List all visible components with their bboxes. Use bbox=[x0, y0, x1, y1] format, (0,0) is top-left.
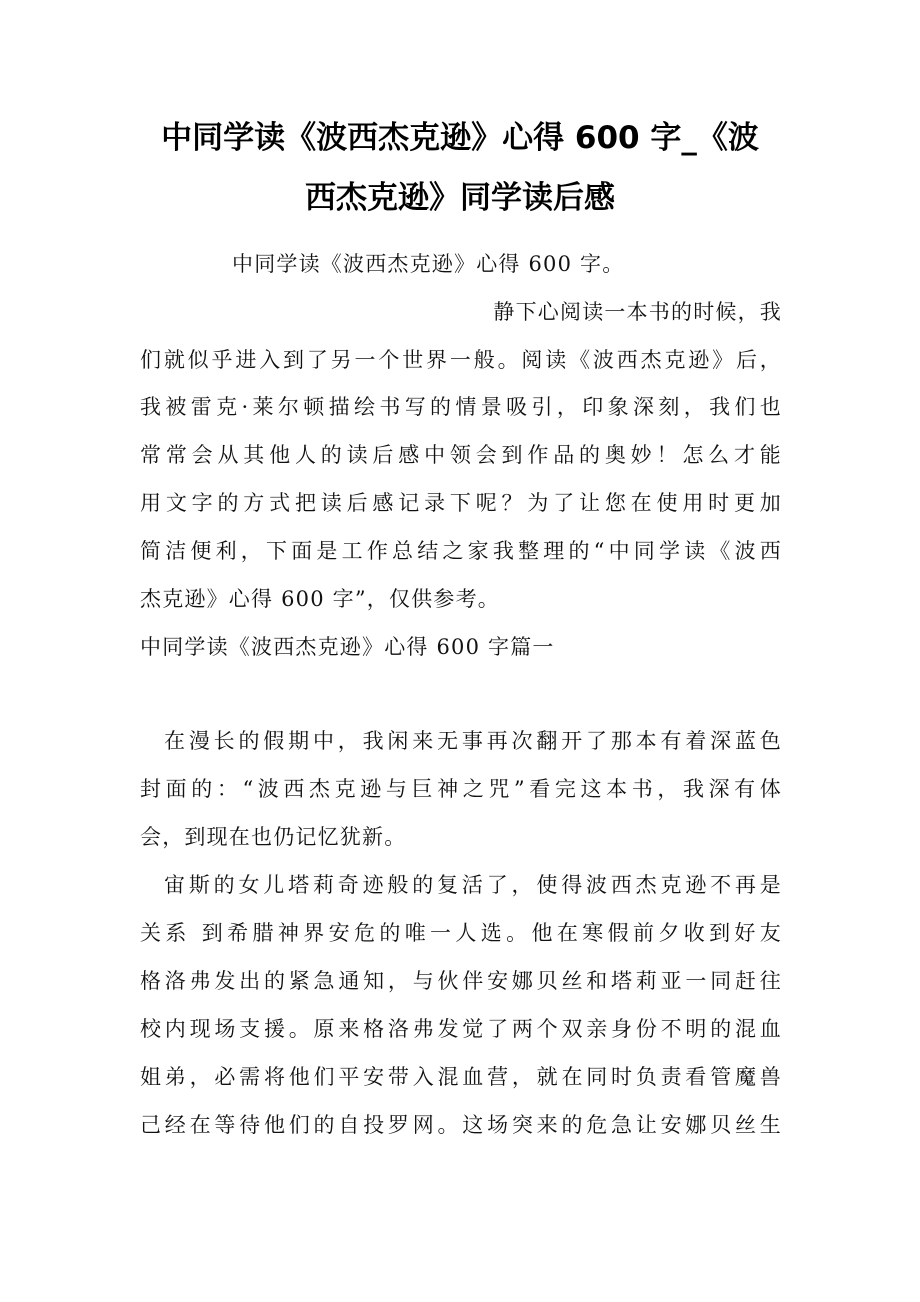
body-line-7: 校内现场支援。原来格洛弗发觉了两个双亲身份不明的混血 bbox=[140, 1017, 782, 1041]
body-line-4: 宙斯的女儿塔莉奇迹般的复活了，使得波西杰克逊不再是 bbox=[164, 873, 782, 897]
body-line-5: 关系 到希腊神界安危的唯一人选。他在寒假前夕收到好友 bbox=[140, 921, 782, 945]
body-line-9: 己经在等待他们的自投罗网。这场突来的危急让安娜贝丝生 bbox=[140, 1113, 782, 1137]
document-title-line-2: 西杰克逊》同学读后感 bbox=[305, 180, 615, 216]
section-heading: 中同学读《波西杰克逊》心得 600 字篇一 bbox=[140, 635, 555, 659]
body-line-8: 姐弟，必需将他们平安带入混血营，就在同时负责看管魔兽 bbox=[140, 1065, 782, 1089]
body-line-1: 在漫长的假期中，我闲来无事再次翻开了那本有着深蓝色 bbox=[164, 729, 782, 753]
document-subtitle: 中同学读《波西杰克逊》心得 600 字。 bbox=[232, 252, 625, 276]
intro-line-2: 们就似乎进入到了另一个世界一般。阅读《波西杰克逊》后， bbox=[140, 348, 782, 372]
body-line-6: 格洛弗发出的紧急通知，与伙伴安娜贝丝和塔莉亚一同赶往 bbox=[140, 969, 782, 993]
intro-line-5: 用文字的方式把读后感记录下呢？为了让您在使用时更加 bbox=[140, 491, 782, 515]
intro-line-1: 静下心阅读一本书的时候，我 bbox=[493, 300, 782, 324]
intro-line-4: 常常会从其他人的读后感中领会到作品的奥妙！怎么才能 bbox=[140, 443, 782, 467]
intro-line-6: 简洁便利，下面是工作总结之家我整理的“中同学读《波西 bbox=[140, 539, 782, 563]
intro-line-7: 杰克逊》心得 600 字”，仅供参考。 bbox=[140, 587, 500, 611]
body-line-2: 封面的：“波西杰克逊与巨神之咒”看完这本书，我深有体 bbox=[140, 777, 782, 801]
document-title-line-1: 中同学读《波西杰克逊》心得 600 字_《波 bbox=[161, 120, 759, 156]
body-line-3: 会，到现在也仍记忆犹新。 bbox=[140, 825, 407, 849]
intro-line-3: 我被雷克·莱尔顿描绘书写的情景吸引，印象深刻，我们也 bbox=[140, 395, 782, 419]
